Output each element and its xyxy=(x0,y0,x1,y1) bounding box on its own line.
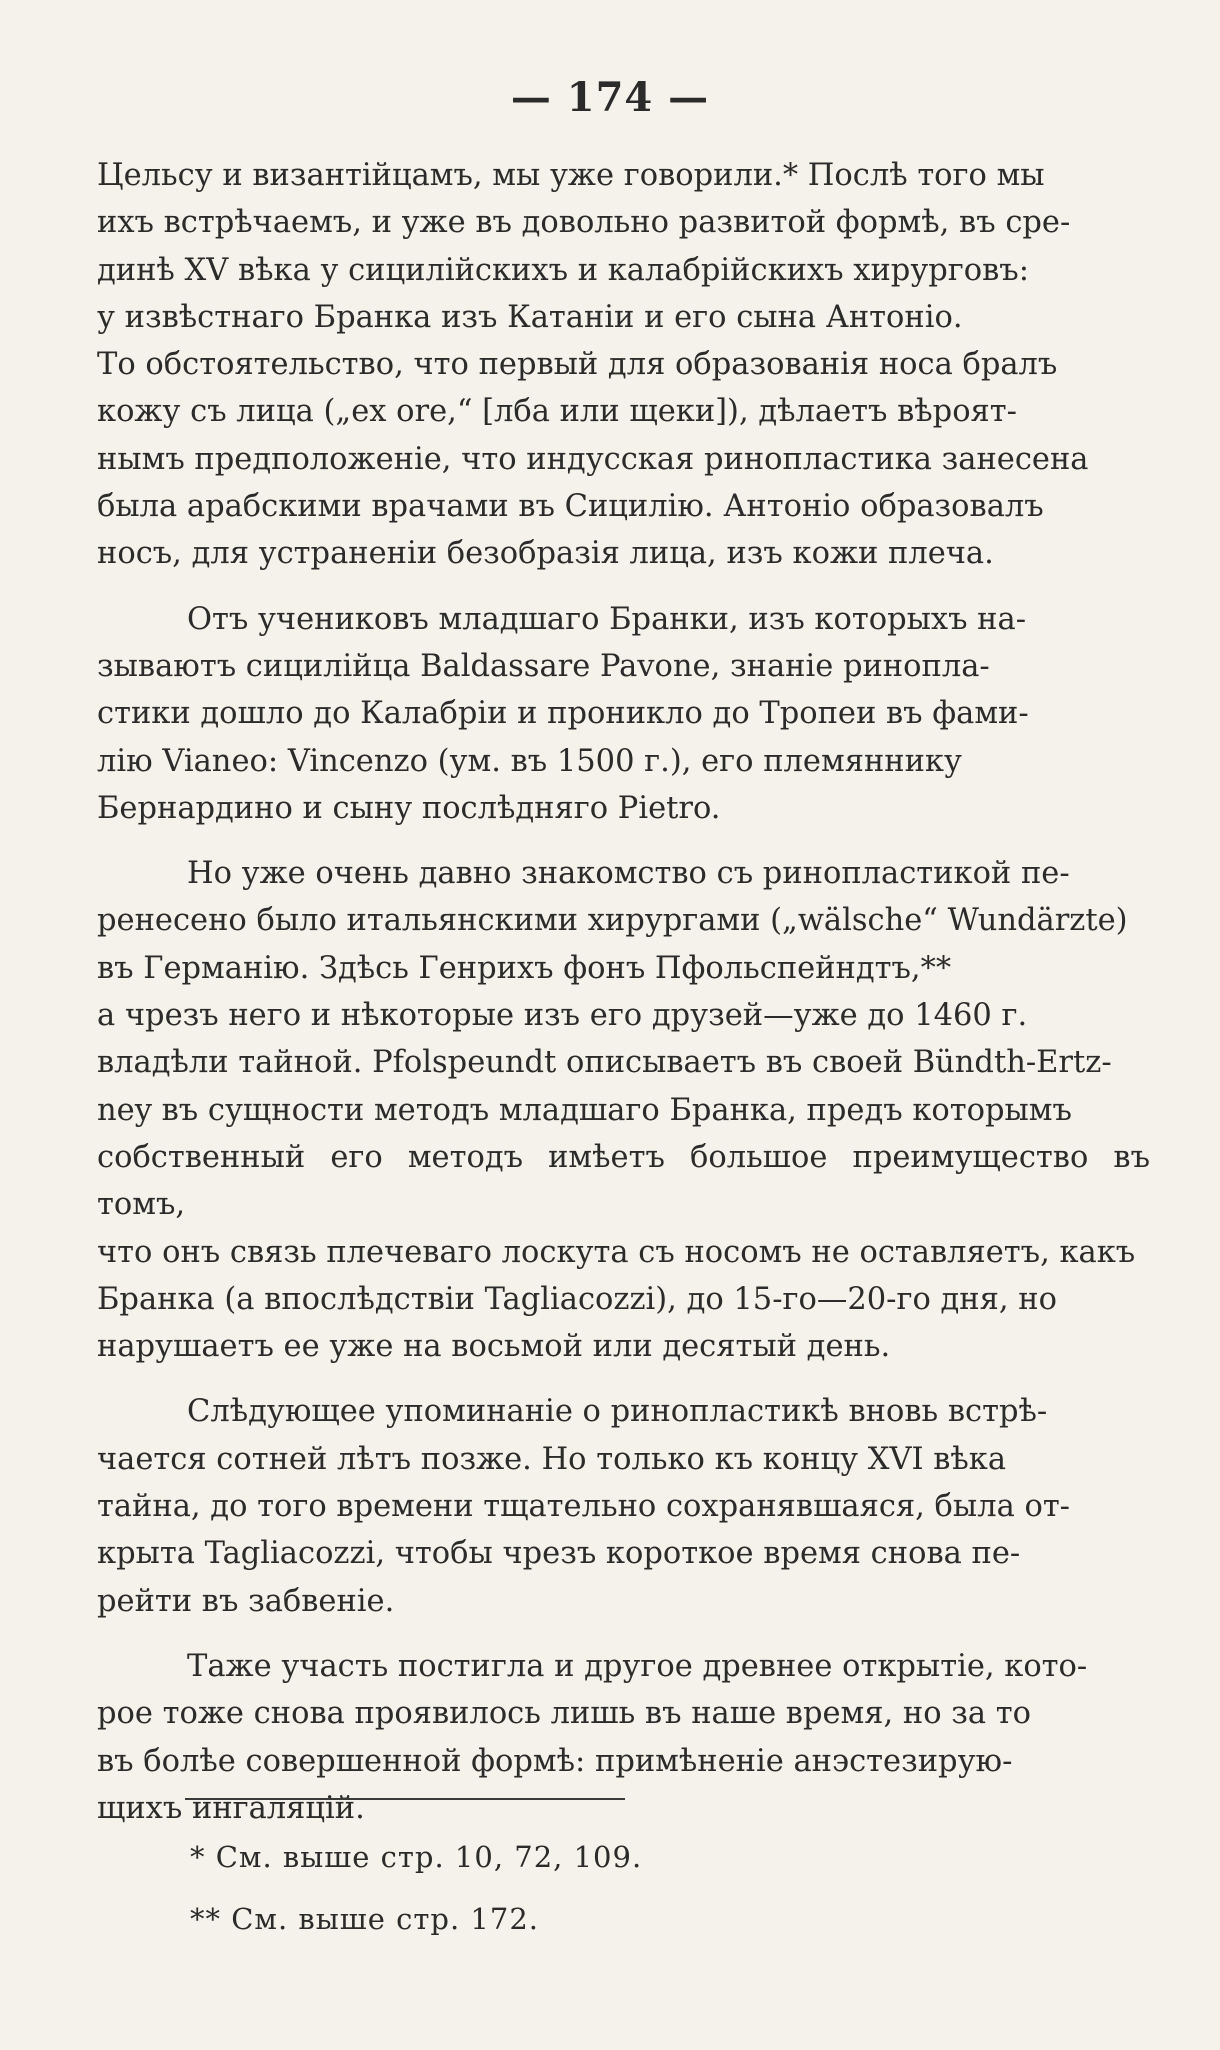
paragraph-4 xyxy=(97,1388,1150,1624)
text-line: была арабскими врачами въ Сицилію. Антоніо образовалъ xyxy=(97,489,1044,525)
page-number: — 174 — xyxy=(510,74,710,121)
paragraph-1 xyxy=(97,152,1150,578)
footnote-1: * См. выше стр. 10, 72, 109. xyxy=(190,1840,643,1874)
text-line: рейти въ забвеніе. xyxy=(97,1583,395,1619)
body-text xyxy=(97,152,1150,1832)
text-line: крыта Tagliacozzi, чтобы чрезъ короткое время снова пе- xyxy=(97,1536,1021,1572)
text-line: у извѣстнаго Бранка изъ Катаніи и его сына Антоніо. xyxy=(97,299,963,335)
text-line: ренесено было итальянскими хирургами („wälsche“ Wundärzte) xyxy=(97,903,1128,939)
text-line: тайна, до того времени тщательно сохранявшаяся, была от- xyxy=(97,1489,1070,1525)
text-line: въ болѣе совершенной формѣ: примѣненіе анэстезирую- xyxy=(97,1743,1013,1779)
text-line: рое тоже снова проявилось лишь въ наше время, но за то xyxy=(97,1696,1032,1732)
text-line: Отъ учениковъ младшаго Бранки, изъ которыхъ на- xyxy=(187,601,1027,637)
text-line: То обстоятельство, что первый для образованія носа бралъ xyxy=(97,347,1058,383)
text-line: стики дошло до Калабріи и проникло до Тропеи въ фами- xyxy=(97,696,1029,732)
footnote-divider xyxy=(185,1798,625,1800)
text-line: лію Vianeo: Vincenzo (ум. въ 1500 г.), его племяннику xyxy=(97,743,962,779)
paragraph-2 xyxy=(97,596,1150,832)
text-line: въ Германію. Здѣсь Генрихъ фонъ Пфольспейндтъ,** xyxy=(97,950,952,986)
text-line: нарушаетъ ее уже на восьмой или десятый день. xyxy=(97,1329,891,1365)
text-line: что онъ связь плечеваго лоскута съ носомъ не оставляетъ, какъ xyxy=(97,1234,1136,1270)
text-line: Бернардино и сыну послѣдняго Pietro. xyxy=(97,790,721,826)
text-line: владѣли тайной. Pfolspeundt описываетъ въ своей Bündth-Ertz- xyxy=(97,1045,1112,1081)
text-line: собственный его методъ имѣетъ большое преимущество въ томъ, xyxy=(97,1139,1150,1223)
text-line: ихъ встрѣчаемъ, и уже въ довольно развитой формѣ, въ сре- xyxy=(97,205,1071,241)
text-line: носъ, для устраненіи безобразія лица, изъ кожи плеча. xyxy=(97,536,994,572)
text-line: Цельсу и византійцамъ, мы уже говорили.* Послѣ того мы xyxy=(97,158,1045,193)
text-line: зываютъ сицилійца Baldassare Pavone, знаніе ринопла- xyxy=(97,648,990,684)
text-line: динѣ XV вѣка у сицилійскихъ и калабрійскихъ хирурговъ: xyxy=(97,252,1029,288)
text-line: а чрезъ него и нѣкоторые изъ его друзей—уже до 1460 г. xyxy=(97,998,1028,1034)
text-line: ney въ сущности методъ младшаго Бранка, предъ которымъ xyxy=(97,1092,1072,1128)
text-line: Бранка (а впослѣдствіи Tagliacozzi), до 15-го—20-го дня, но xyxy=(97,1281,1057,1317)
text-line: щихъ ингаляцій. xyxy=(97,1790,365,1826)
footnote-2: ** См. выше стр. 172. xyxy=(190,1902,540,1936)
text-line: нымъ предположеніе, что индусская ринопластика занесена xyxy=(97,441,1089,477)
text-line: Таже участь постигла и другое древнее открытіе, кото- xyxy=(187,1648,1088,1684)
text-line: чается сотней лѣтъ позже. Но только къ концу XVI вѣка xyxy=(97,1441,1007,1477)
paragraph-3 xyxy=(97,850,1150,1370)
text-line: кожу съ лица („ex ore,“ [лба или щеки]), дѣлаетъ вѣроят- xyxy=(97,394,1017,430)
text-line: Но уже очень давно знакомство съ ринопластикой пе- xyxy=(187,856,1070,892)
text-line: Слѣдующее упоминаніе о ринопластикѣ вновь встрѣ- xyxy=(187,1394,1048,1430)
paragraph-5 xyxy=(97,1643,1150,1832)
